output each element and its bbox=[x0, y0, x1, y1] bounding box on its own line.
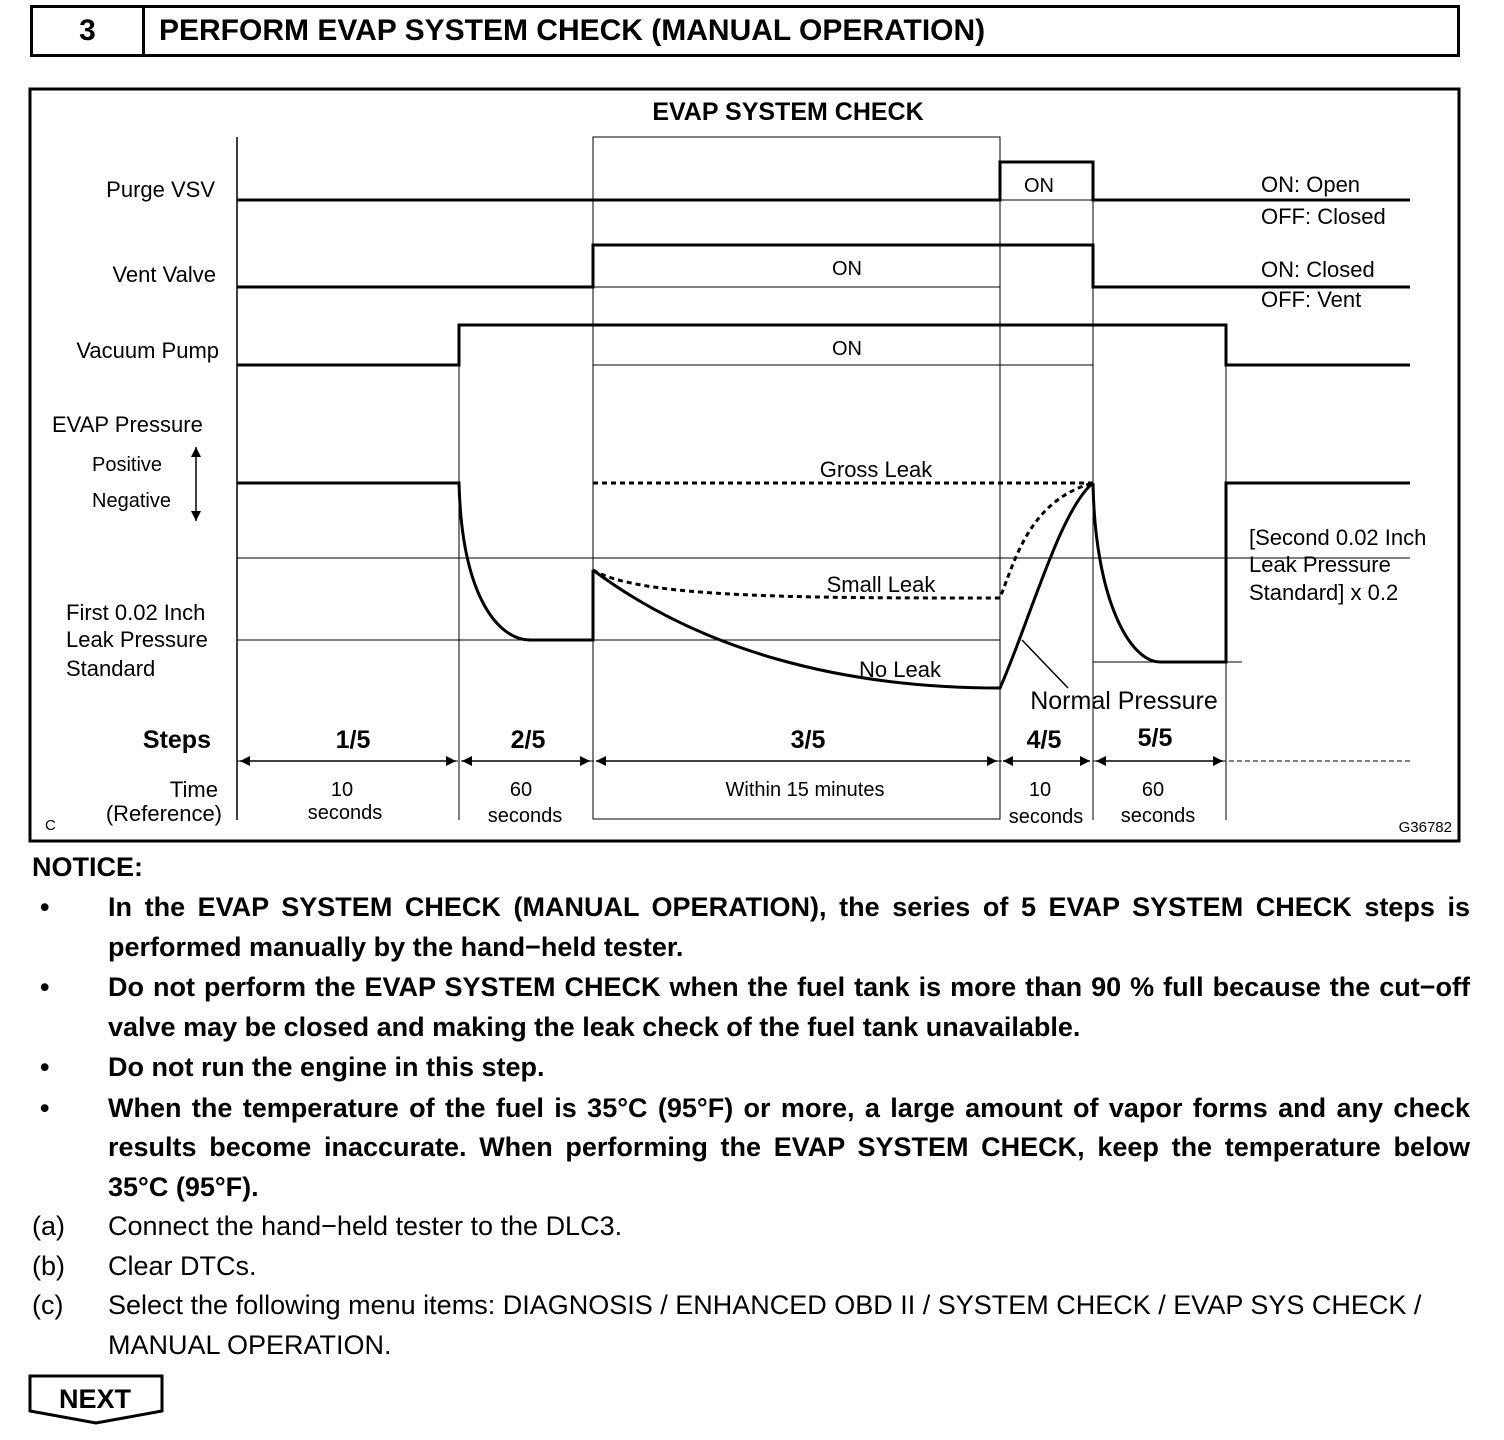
procedure-step-text: Select the following menu items: DIAGNOSIS / ENHANCED OBD II / SYSTEM CHECK / EVAP SYS CHECK / MANUAL OPERATION. bbox=[108, 1290, 1422, 1360]
time-value-4-line-1: 10 bbox=[1028, 779, 1052, 801]
time-value-1-line-2: seconds bbox=[307, 802, 383, 824]
step3-window bbox=[593, 137, 1000, 819]
procedure-step-label: (a) bbox=[32, 1211, 65, 1241]
bullet: • bbox=[40, 1092, 50, 1123]
next-button-label: NEXT bbox=[58, 1384, 131, 1414]
purge-vsv-on-label: ON bbox=[1024, 175, 1054, 197]
time-value-5-line-2: seconds bbox=[1120, 805, 1196, 827]
time-label-line-1: Time bbox=[169, 777, 218, 802]
time-value-1-line-1: 10 bbox=[330, 779, 354, 801]
time-label-line-2: (Reference) bbox=[105, 801, 222, 826]
second-standard-line-2: Leak Pressure bbox=[1249, 552, 1391, 577]
legend-vent-on: ON: Closed bbox=[1261, 257, 1375, 282]
row-label-vacuum-pump: Vacuum Pump bbox=[76, 338, 219, 363]
row-label-evap-pressure: EVAP Pressure bbox=[52, 412, 203, 437]
legend-purge-on: ON: Open bbox=[1261, 172, 1361, 197]
procedure-step bbox=[30, 1247, 1470, 1287]
diagram-title: EVAP SYSTEM CHECK bbox=[652, 98, 924, 126]
time-value-2-line-1: 60 bbox=[509, 779, 533, 801]
normal-pressure-label: Normal Pressure bbox=[1030, 687, 1218, 715]
first-standard-line-3: Standard bbox=[66, 656, 156, 681]
step-label-1: 1/5 bbox=[335, 726, 371, 754]
figure-id: G36782 bbox=[1398, 819, 1452, 836]
time-value-2-line-2: seconds bbox=[487, 805, 563, 827]
vent-valve-signal bbox=[237, 245, 1410, 287]
notice-item bbox=[30, 888, 1470, 967]
bullet: • bbox=[40, 1052, 50, 1082]
step-label-5: 5/5 bbox=[1137, 724, 1173, 752]
time-value-3: Within 15 minutes bbox=[725, 779, 885, 801]
procedure-step bbox=[30, 1286, 1470, 1365]
step-label-4: 4/5 bbox=[1026, 726, 1062, 754]
evap-pressure-baseline bbox=[237, 483, 593, 640]
notice-text: Do not run the engine in this step. bbox=[108, 1052, 545, 1082]
first-standard-line-2: Leak Pressure bbox=[66, 627, 208, 652]
gross-leak-label: Gross Leak bbox=[819, 457, 933, 482]
time-value-4-line-2: seconds bbox=[1008, 806, 1084, 828]
second-standard-line-1: [Second 0.02 Inch bbox=[1249, 525, 1427, 550]
vent-valve-on-label: ON bbox=[832, 258, 862, 280]
bullet: • bbox=[40, 972, 50, 1002]
notice-item bbox=[30, 968, 1470, 1047]
next-button[interactable] bbox=[28, 1374, 168, 1426]
no-leak-label: No Leak bbox=[859, 657, 941, 682]
vacuum-pump-on-label: ON bbox=[832, 338, 862, 360]
row-label-vent-valve: Vent Valve bbox=[112, 262, 216, 287]
notice-heading: NOTICE: bbox=[32, 852, 143, 882]
notice-text: In the EVAP SYSTEM CHECK (MANUAL OPERATION), the series of 5 EVAP SYSTEM CHECK steps is performed manually by the hand−held tester. bbox=[108, 892, 1470, 962]
notice-list bbox=[30, 888, 1470, 1208]
notice-text: Do not perform the EVAP SYSTEM CHECK when the fuel tank is more than 90 % full because the cut−off valve may be closed and making the leak check of the fuel tank unavailable. bbox=[108, 972, 1470, 1042]
step-number: 3 bbox=[33, 8, 145, 54]
time-value-5-line-1: 60 bbox=[1141, 779, 1165, 801]
diagram-frame bbox=[30, 89, 1459, 841]
legend-vent-off: OFF: Vent bbox=[1261, 287, 1362, 312]
purge-vsv-signal bbox=[237, 162, 1410, 200]
first-standard-line-1: First 0.02 Inch bbox=[66, 600, 206, 625]
procedure-step-label: (b) bbox=[32, 1250, 65, 1281]
step-label-3: 3/5 bbox=[790, 726, 826, 754]
steps-label: Steps bbox=[142, 726, 211, 754]
vacuum-pump-signal bbox=[237, 325, 1410, 365]
notice-item bbox=[30, 1048, 1470, 1088]
bullet: • bbox=[40, 892, 50, 922]
normal-pressure-leader bbox=[1022, 640, 1068, 688]
procedure-step bbox=[30, 1207, 1470, 1247]
label-positive: Positive bbox=[92, 454, 163, 476]
label-negative: Negative bbox=[92, 490, 171, 512]
procedure-step-label: (c) bbox=[32, 1290, 64, 1320]
legend-purge-off: OFF: Closed bbox=[1261, 204, 1386, 229]
procedure-step-text: Connect the hand−held tester to the DLC3. bbox=[108, 1211, 623, 1241]
procedure-step-text: Clear DTCs. bbox=[108, 1250, 257, 1281]
notice-item bbox=[30, 1089, 1470, 1208]
step-label-2: 2/5 bbox=[510, 726, 546, 754]
procedure-list bbox=[30, 1207, 1470, 1365]
small-leak-label: Small Leak bbox=[826, 572, 936, 597]
corner-mark: C bbox=[45, 817, 56, 834]
step-title: PERFORM EVAP SYSTEM CHECK (MANUAL OPERATION) bbox=[159, 14, 986, 47]
row-label-purge-vsv: Purge VSV bbox=[106, 177, 215, 202]
second-standard-line-3: Standard] x 0.2 bbox=[1249, 580, 1399, 605]
notice-text: When the temperature of the fuel is 35°C (95°F) or more, a large amount of vapor forms and any check results become inaccurate. When performing the EVAP SYSTEM CHECK, keep the temperature below 35°C (95°F). bbox=[108, 1092, 1470, 1202]
